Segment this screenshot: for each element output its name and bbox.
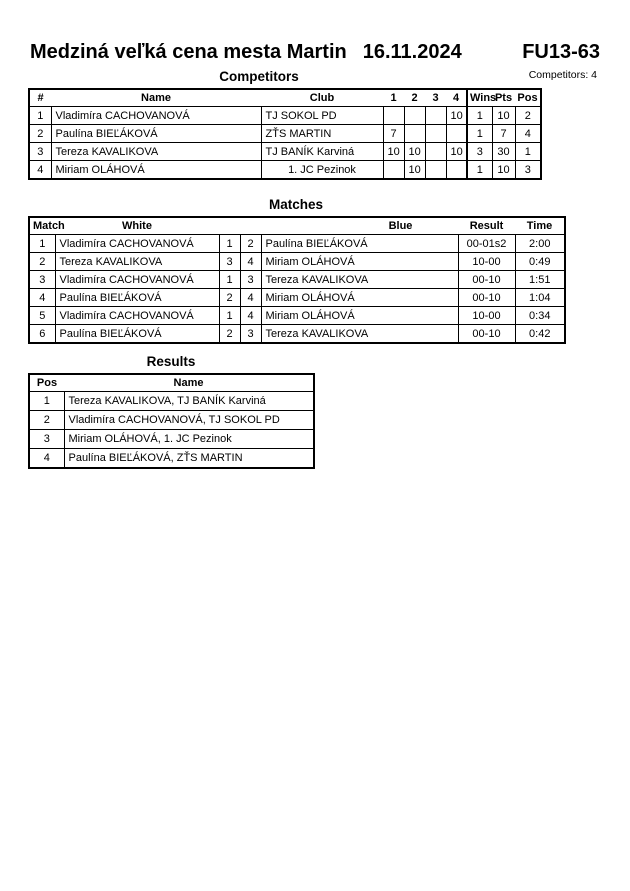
results-table	[28, 373, 315, 469]
competitor-name: Vladimíra CACHOVANOVÁ	[51, 107, 261, 125]
page-title	[30, 41, 600, 64]
col-header-result: Result	[458, 217, 515, 235]
col-header-wins: Wins	[467, 89, 492, 107]
competitors-count-label: Competitors: 4	[528, 69, 597, 81]
result-position: 4	[29, 449, 64, 469]
blue-number: 3	[240, 271, 261, 289]
round2-score	[404, 125, 425, 143]
match-result: 10-00	[458, 307, 515, 325]
position-value: 3	[515, 161, 541, 180]
round3-score	[425, 161, 446, 180]
match-time: 1:04	[515, 289, 565, 307]
match-row	[29, 235, 565, 253]
competitor-number: 4	[29, 161, 51, 180]
competitor-row	[29, 161, 541, 180]
match-result: 00-10	[458, 289, 515, 307]
match-row	[29, 271, 565, 289]
col-header-pos: Pos	[515, 89, 541, 107]
match-number: 6	[29, 325, 55, 344]
round4-score: 10	[446, 143, 467, 161]
col-header-number: #	[29, 89, 51, 107]
section-title-competitors: Competitors	[219, 69, 299, 84]
blue-name: Miriam OLÁHOVÁ	[261, 289, 458, 307]
competitor-number: 2	[29, 125, 51, 143]
white-name: Vladimíra CACHOVANOVÁ	[55, 271, 219, 289]
competitor-club: 1. JC Pezinok	[261, 161, 383, 180]
points-value: 10	[492, 161, 515, 180]
result-row	[29, 430, 314, 449]
col-header-white: White	[55, 217, 219, 235]
blue-number: 3	[240, 325, 261, 344]
result-name: Vladimíra CACHOVANOVÁ, TJ SOKOL PD	[64, 411, 314, 430]
match-result: 00-10	[458, 271, 515, 289]
round2-score	[404, 107, 425, 125]
blue-number: 4	[240, 289, 261, 307]
wins-value: 3	[467, 143, 492, 161]
round4-score: 10	[446, 107, 467, 125]
competitor-club: TJ BANÍK Karviná	[261, 143, 383, 161]
competitors-table-body	[29, 107, 541, 180]
competitor-row	[29, 107, 541, 125]
tournament-name: Medziná veľká cena mesta Martin	[30, 41, 347, 63]
result-position: 2	[29, 411, 64, 430]
round1-score: 7	[383, 125, 404, 143]
col-header-white-num	[219, 217, 240, 235]
result-name: Paulína BIEĽÁKOVÁ, ZŤS MARTIN	[64, 449, 314, 469]
col-header-time: Time	[515, 217, 565, 235]
col-header-blue: Blue	[261, 217, 458, 235]
result-position: 1	[29, 392, 64, 411]
match-row	[29, 307, 565, 325]
position-value: 4	[515, 125, 541, 143]
white-number: 1	[219, 307, 240, 325]
wins-value: 1	[467, 125, 492, 143]
section-title-matches: Matches	[268, 197, 324, 212]
matches-table-body	[29, 235, 565, 344]
blue-name: Miriam OLÁHOVÁ	[261, 307, 458, 325]
white-number: 1	[219, 271, 240, 289]
match-row	[29, 253, 565, 271]
col-header-club: Club	[261, 89, 383, 107]
result-position: 3	[29, 430, 64, 449]
competitor-row	[29, 125, 541, 143]
result-name: Tereza KAVALIKOVA, TJ BANÍK Karviná	[64, 392, 314, 411]
position-value: 2	[515, 107, 541, 125]
blue-number: 2	[240, 235, 261, 253]
result-row	[29, 411, 314, 430]
round3-score	[425, 125, 446, 143]
results-table-body	[29, 392, 314, 469]
col-header-match: Match	[29, 217, 55, 235]
round2-score: 10	[404, 161, 425, 180]
match-time: 0:42	[515, 325, 565, 344]
wins-value: 1	[467, 161, 492, 180]
section-title-results: Results	[146, 354, 196, 369]
round2-score: 10	[404, 143, 425, 161]
white-number: 2	[219, 325, 240, 344]
col-header-round2: 2	[404, 89, 425, 107]
match-number: 1	[29, 235, 55, 253]
matches-table	[28, 216, 566, 344]
round1-score	[383, 161, 404, 180]
competitor-name: Paulína BIEĽÁKOVÁ	[51, 125, 261, 143]
white-name: Vladimíra CACHOVANOVÁ	[55, 307, 219, 325]
match-row	[29, 325, 565, 344]
competitor-club: ZŤS MARTIN	[261, 125, 383, 143]
col-header-round3: 3	[425, 89, 446, 107]
col-header-name: Name	[64, 374, 314, 392]
points-value: 7	[492, 125, 515, 143]
match-number: 2	[29, 253, 55, 271]
blue-name: Tereza KAVALIKOVA	[261, 325, 458, 344]
round1-score	[383, 107, 404, 125]
competitor-name: Tereza KAVALIKOVA	[51, 143, 261, 161]
competitor-number: 1	[29, 107, 51, 125]
blue-name: Paulína BIEĽÁKOVÁ	[261, 235, 458, 253]
points-value: 30	[492, 143, 515, 161]
white-number: 1	[219, 235, 240, 253]
col-header-round4: 4	[446, 89, 467, 107]
match-time: 0:49	[515, 253, 565, 271]
tournament-date: 16.11.2024	[362, 41, 462, 63]
blue-name: Miriam OLÁHOVÁ	[261, 253, 458, 271]
round3-score	[425, 143, 446, 161]
col-header-pts: Pts	[492, 89, 515, 107]
result-row	[29, 392, 314, 411]
round1-score: 10	[383, 143, 404, 161]
col-header-blue-num	[240, 217, 261, 235]
round3-score	[425, 107, 446, 125]
match-time: 1:51	[515, 271, 565, 289]
white-number: 3	[219, 253, 240, 271]
competitor-number: 3	[29, 143, 51, 161]
white-number: 2	[219, 289, 240, 307]
category-label: FU13-63	[522, 41, 600, 63]
round4-score	[446, 125, 467, 143]
result-name: Miriam OLÁHOVÁ, 1. JC Pezinok	[64, 430, 314, 449]
white-name: Paulína BIEĽÁKOVÁ	[55, 325, 219, 344]
white-name: Paulína BIEĽÁKOVÁ	[55, 289, 219, 307]
position-value: 1	[515, 143, 541, 161]
col-header-round1: 1	[383, 89, 404, 107]
blue-number: 4	[240, 253, 261, 271]
round4-score	[446, 161, 467, 180]
points-value: 10	[492, 107, 515, 125]
results-header-row	[29, 374, 314, 392]
match-number: 3	[29, 271, 55, 289]
col-header-name: Name	[51, 89, 261, 107]
competitor-name: Miriam OLÁHOVÁ	[51, 161, 261, 180]
col-header-pos: Pos	[29, 374, 64, 392]
match-time: 0:34	[515, 307, 565, 325]
match-row	[29, 289, 565, 307]
match-result: 10-00	[458, 253, 515, 271]
wins-value: 1	[467, 107, 492, 125]
match-time: 2:00	[515, 235, 565, 253]
competitor-row	[29, 143, 541, 161]
match-number: 5	[29, 307, 55, 325]
blue-number: 4	[240, 307, 261, 325]
blue-name: Tereza KAVALIKOVA	[261, 271, 458, 289]
competitors-header-row	[29, 89, 541, 107]
match-result: 00-01s2	[458, 235, 515, 253]
result-row	[29, 449, 314, 469]
white-name: Tereza KAVALIKOVA	[55, 253, 219, 271]
match-result: 00-10	[458, 325, 515, 344]
white-name: Vladimíra CACHOVANOVÁ	[55, 235, 219, 253]
competitors-table	[28, 88, 542, 180]
competitor-club: TJ SOKOL PD	[261, 107, 383, 125]
match-number: 4	[29, 289, 55, 307]
matches-header-row	[29, 217, 565, 235]
